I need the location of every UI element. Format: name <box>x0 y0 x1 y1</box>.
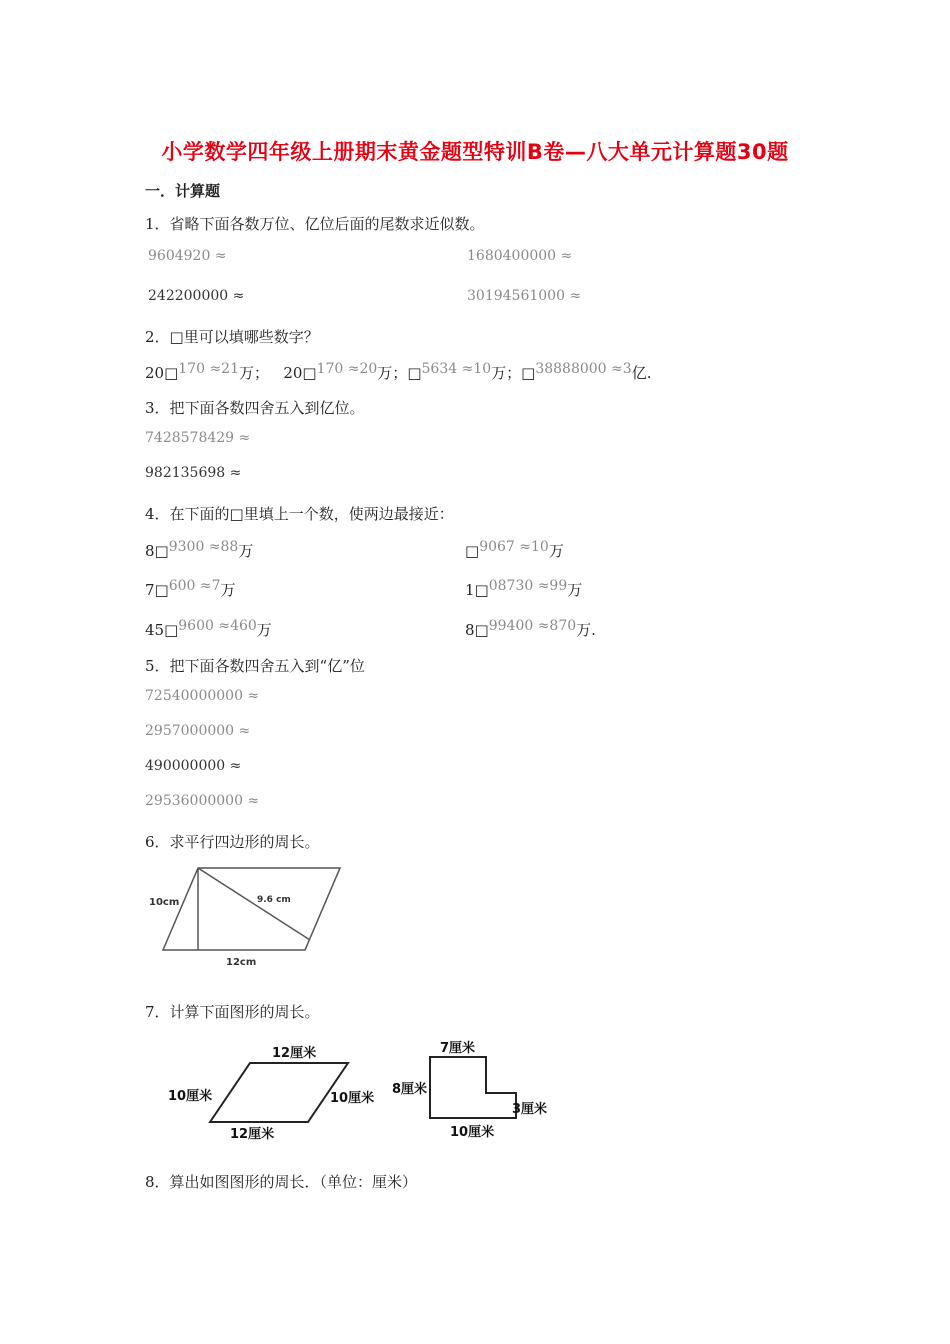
q3-item-1: 7428578429 ≈ <box>145 430 251 446</box>
q7-parallelogram-figure <box>160 1035 390 1145</box>
q4-item-2-suffix: 万 <box>548 542 564 560</box>
q4-item-4-prefix: 1□ <box>465 581 489 599</box>
question-4-text: 4．在下面的□里填上一个数，使两边最接近： <box>145 505 454 523</box>
q4-item-6-suffix: 万. <box>576 621 596 639</box>
question-8-text: 8．算出如图图形的周长．（单位：厘米） <box>145 1173 418 1191</box>
q4-item-1-suffix: 万 <box>238 542 254 560</box>
question-3-text: 3．把下面各数四舍五入到亿位。 <box>145 399 365 417</box>
q4-item-4 <box>465 579 582 600</box>
section-heading: 一．计算题 <box>145 182 221 200</box>
q7-notched-rect-outline <box>430 1057 516 1118</box>
q2-part-4-prefix: □ <box>521 364 536 382</box>
q2-part-2-suffix: 万； <box>377 364 408 382</box>
q2-part-4-suffix: 亿. <box>631 364 652 382</box>
q7-notched-rect-figure <box>388 1035 558 1145</box>
base-label: 12cm <box>226 957 257 968</box>
q2-part-3-number: 5634 ≈10 <box>421 361 492 377</box>
q4-item-5-prefix: 45□ <box>145 621 179 639</box>
q7-para-left-label: 10厘米 <box>168 1089 213 1104</box>
q7-shape-bottom-label: 10厘米 <box>450 1125 495 1140</box>
q4-item-3-suffix: 万 <box>220 581 236 599</box>
parallelogram-outline <box>163 868 340 950</box>
q4-item-2 <box>465 540 564 561</box>
q2-part-1-prefix: 20□ <box>145 364 179 382</box>
q2-part-4-number: 38888000 ≈3 <box>535 361 632 377</box>
side-label: 10cm <box>149 897 180 908</box>
q2-part-3-prefix: □ <box>407 364 422 382</box>
q4-item-1-number: 9300 ≈88 <box>168 539 239 555</box>
q5-item-2: 2957000000 ≈ <box>145 723 251 739</box>
question-6-text: 6．求平行四边形的周长。 <box>145 833 320 851</box>
q7-para-bottom-label: 12厘米 <box>230 1127 275 1142</box>
q1-item-1: 9604920 ≈ <box>148 248 227 264</box>
q2-answer-line <box>145 362 651 383</box>
q4-item-1-prefix: 8□ <box>145 542 169 560</box>
q2-part-1-number: 170 ≈21 <box>178 361 239 377</box>
q4-item-5-suffix: 万 <box>256 621 272 639</box>
q7-shape-left-label: 8厘米 <box>392 1082 428 1097</box>
q4-item-3-prefix: 7□ <box>145 581 169 599</box>
question-2-text: 2．□里可以填哪些数字？ <box>145 328 319 346</box>
q5-item-3: 490000000 ≈ <box>145 758 242 774</box>
parallelogram-figure <box>140 860 355 970</box>
q1-item-2: 1680400000 ≈ <box>467 248 573 264</box>
q7-para-right-label: 10厘米 <box>330 1091 375 1106</box>
q4-item-3-number: 600 ≈7 <box>168 578 221 594</box>
question-7-text: 7．计算下面图形的周长。 <box>145 1003 320 1021</box>
q4-item-6 <box>465 619 596 640</box>
q2-part-2-prefix: 20□ <box>283 364 317 382</box>
q4-item-5 <box>145 619 272 640</box>
q4-item-4-number: 08730 ≈99 <box>488 578 568 594</box>
q7-shape-top-label: 7厘米 <box>440 1041 476 1056</box>
q4-item-2-prefix: □ <box>465 542 480 560</box>
q7-para-top-label: 12厘米 <box>272 1046 317 1061</box>
q2-part-1-suffix: 万； <box>238 364 269 382</box>
q4-item-3 <box>145 579 236 600</box>
question-1-text: 1．省略下面各数万位、亿位后面的尾数求近似数。 <box>145 215 485 233</box>
q2-part-3-suffix: 万； <box>491 364 522 382</box>
q1-item-3: 242200000 ≈ <box>148 288 245 304</box>
q4-item-1 <box>145 540 253 561</box>
q5-item-1: 72540000000 ≈ <box>145 688 260 704</box>
question-5-text: 5．把下面各数四舍五入到“亿”位 <box>145 657 365 675</box>
q5-item-4: 29536000000 ≈ <box>145 793 260 809</box>
q7-shape-right-label: 3厘米 <box>512 1102 548 1117</box>
q4-item-6-number: 99400 ≈870 <box>488 618 577 634</box>
q4-item-4-suffix: 万 <box>567 581 583 599</box>
q4-item-6-prefix: 8□ <box>465 621 489 639</box>
diagonal-height-line <box>198 868 310 940</box>
diagonal-label: 9.6 cm <box>257 895 291 905</box>
page-title: 小学数学四年级上册期末黄金题型特训B卷—八大单元计算题30题 <box>161 140 789 164</box>
q1-item-4: 30194561000 ≈ <box>467 288 582 304</box>
q7-parallelogram-outline <box>210 1063 348 1122</box>
q4-item-2-number: 9067 ≈10 <box>479 539 549 555</box>
q4-item-5-number: 9600 ≈460 <box>178 618 257 634</box>
q3-item-2: 982135698 ≈ <box>145 465 242 481</box>
q2-part-2-number: 170 ≈20 <box>316 361 378 377</box>
